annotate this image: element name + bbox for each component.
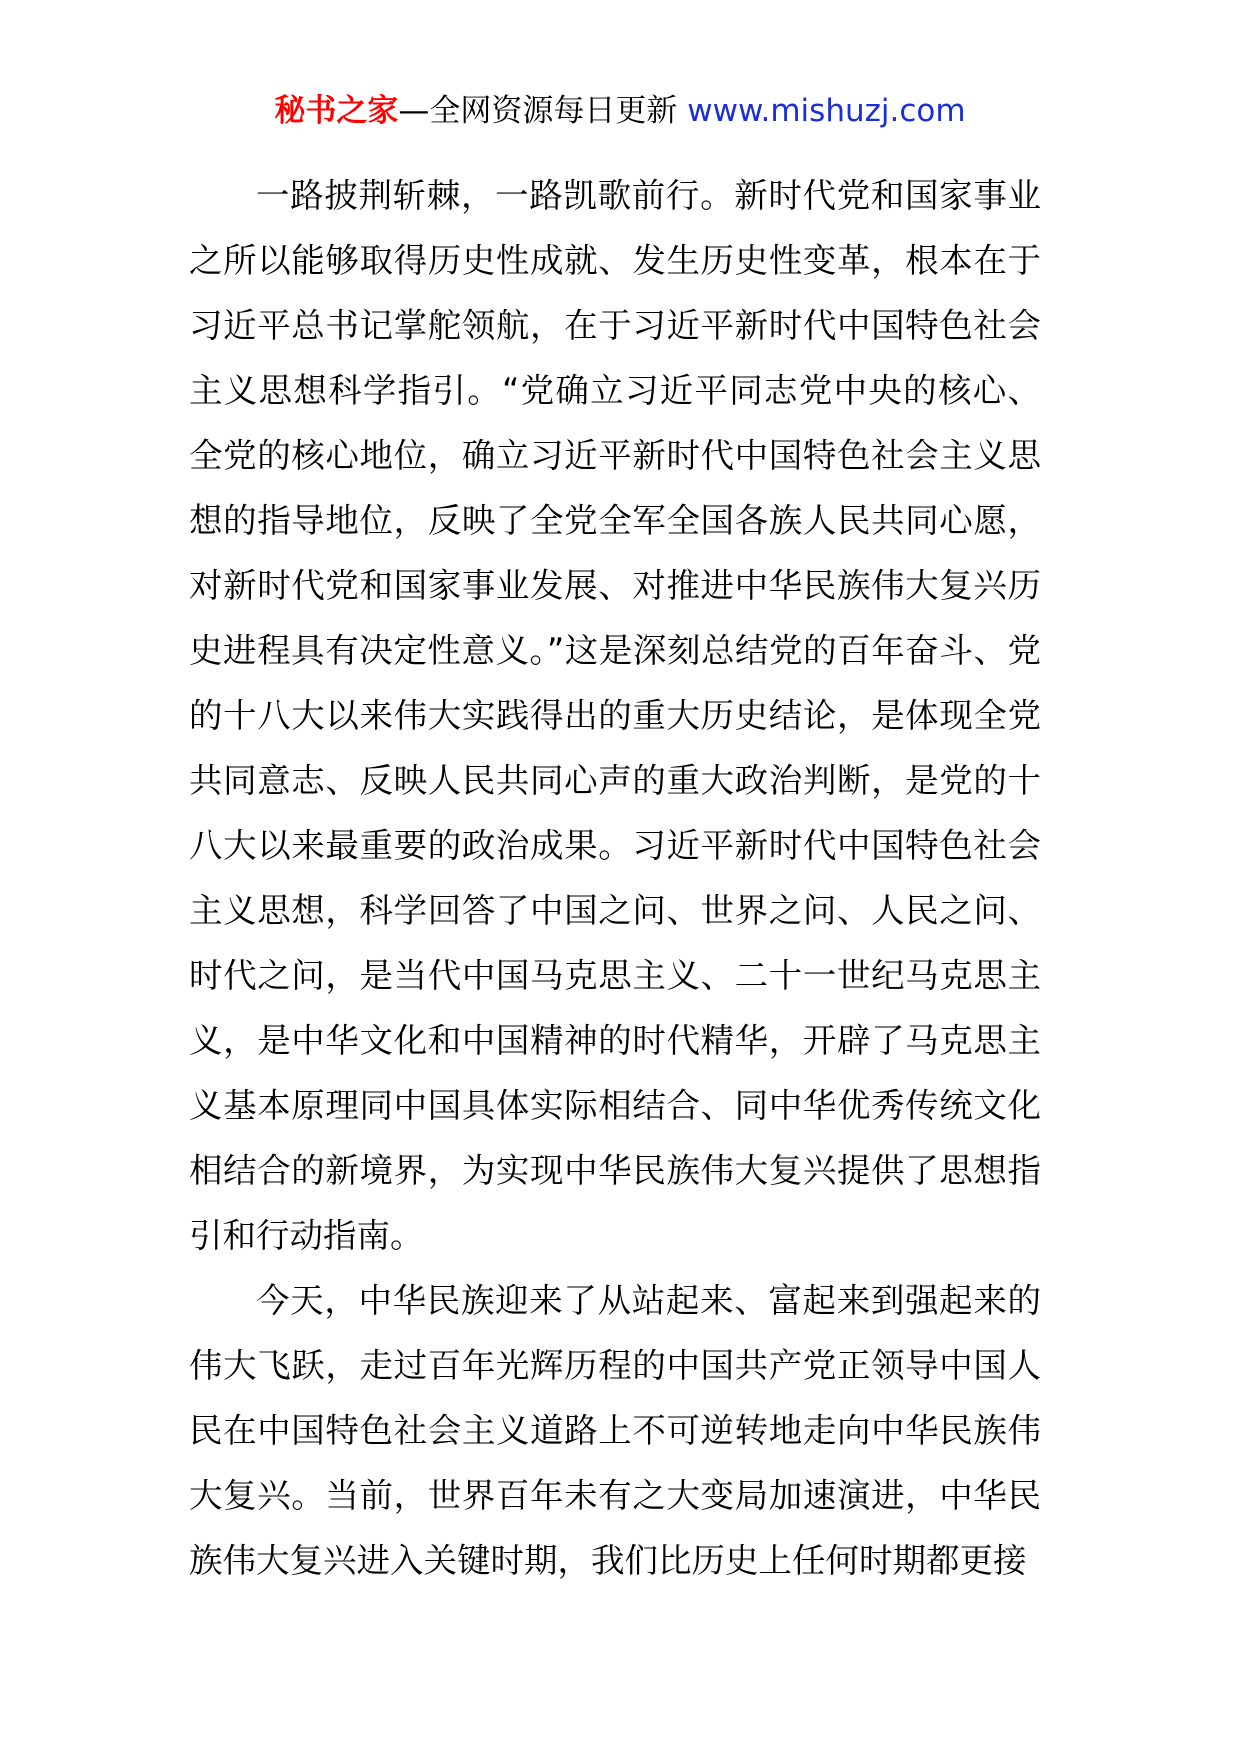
paragraph-2: 今天，中华民族迎来了从站起来、富起来到强起来的伟大飞跃，走过百年光辉历程的中国共产党正领导中国人民在中国特色社会主义道路上不可逆转地走向中华民族伟大复兴。当前，世界百年未有之大变局加速演进，中华民族伟大复兴进入关键时期，我们比历史上任何时期都更接 — [189, 1281, 1041, 1580]
paragraph-1: 一路披荆斩棘，一路凯歌前行。新时代党和国家事业之所以能够取得历史性成就、发生历史性变革，根本在于习近平总书记掌舵领航，在于习近平新时代中国特色社会主义思想科学指引。“党确立习近平同志党中央的核心、全党的核心地位，确立习近平新时代中国特色社会主义思想的指导地位，反映了全党全军全国各族人民共同心愿，对新时代党和国家事业发展、对推进中华民族伟大复兴历史进程具有决定性意义。”这是深刻总结党的百年奋斗、党的十八大以来伟大实践得出的重大历史结论，是体现全党共同意志、反映人民共同心声的重大政治判断，是党的十八大以来最重要的政治成果。习近平新时代中国特色社会主义思想，科学回答了中国之问、世界之问、人民之问、时代之问，是当代中国马克思主义、二十一世纪马克思主义，是中华文化和中国精神的时代精华，开辟了马克思主义基本原理同中国具体实际相结合、同中华优秀传统文化相结合的新境界，为实现中华民族伟大复兴提供了思想指引和行动指南。 — [189, 176, 1041, 1255]
header-tagline: —全网资源每日更新 — [398, 93, 688, 129]
header-brand: 秘书之家 — [274, 93, 399, 129]
header-url-link[interactable]: www.mishuzj.com — [687, 93, 966, 129]
document-body — [189, 163, 1041, 1593]
page-header — [0, 86, 1240, 136]
